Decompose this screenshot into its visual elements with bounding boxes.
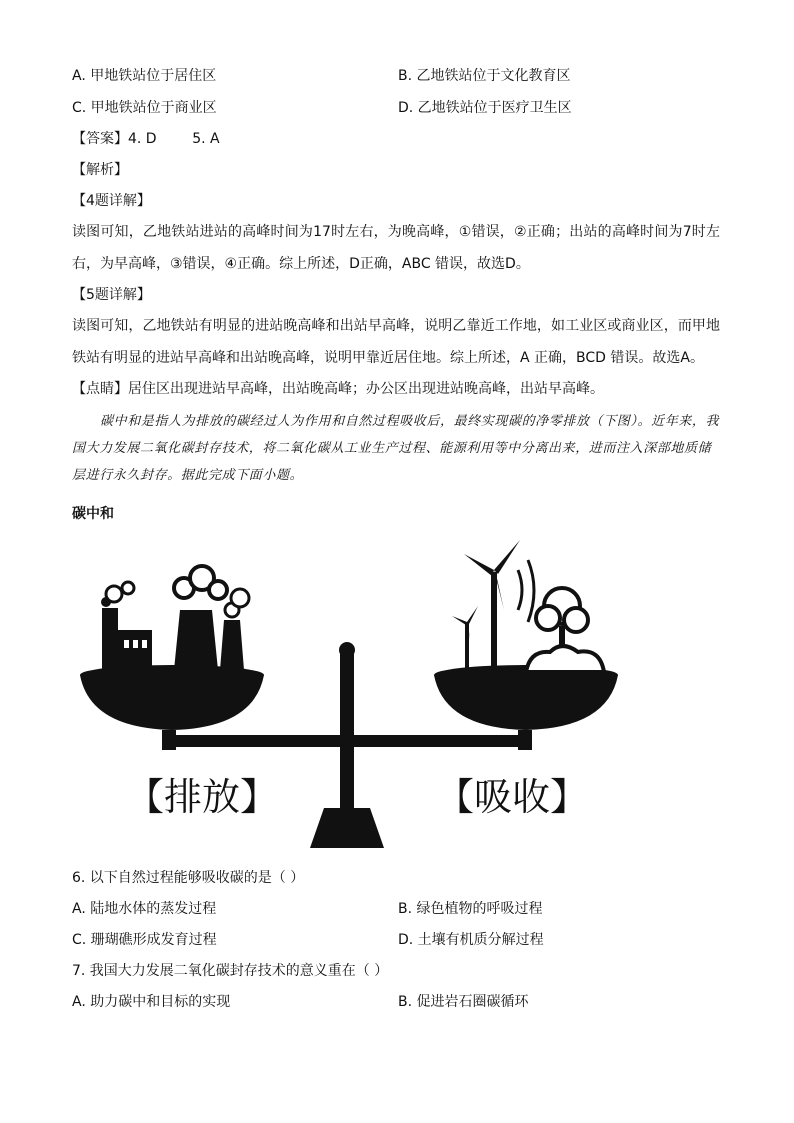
tip-tag: 【点睛】 [72, 381, 128, 397]
reading-passage: 碳中和是指人为排放的碳经过人为作用和自然过程吸收后，最终实现碳的净零排放（下图）。近年来，我国大力发展二氧化碳封存技术，将二氧化碳从工业生产过程、能源利用等中分离出来，进而注入深部地质储层进行永久封存。据此完成下面小题。 [72, 414, 720, 483]
q4-heading: 【4题详解】 [72, 193, 151, 209]
q45-option-a: A. 甲地铁站位于居住区 [72, 68, 217, 84]
scale-pillar-top [339, 642, 355, 658]
q7-option-a: A. 助力碳中和目标的实现 [72, 994, 231, 1010]
tip-line [72, 379, 604, 399]
analysis-tag: 【解析】 [72, 162, 128, 178]
q45-option-d: D. 乙地铁站位于医疗卫生区 [398, 100, 572, 116]
carbon-balance-figure [72, 530, 652, 850]
cooling-tower-icon [174, 566, 227, 670]
tip-text: 居住区出现进站早高峰，出站晚高峰；办公区出现进站晚高峰，出站早高峰。 [128, 381, 604, 397]
q7-stem: 7. 我国大力发展二氧化碳封存技术的意义重在（ ） [72, 963, 389, 979]
wind-turbine-icon [452, 540, 534, 672]
scale-base [310, 808, 384, 848]
answer-line [72, 129, 220, 149]
figure-title: 碳中和 [72, 506, 114, 522]
absorption-label: 【吸收】 [435, 777, 589, 819]
q5-body: 读图可知，乙地铁站有明显的进站晚高峰和出站早高峰，说明乙靠近工作地，如工业区或商业区，而甲地铁站有明显的进站早高峰和出站晚高峰，说明甲靠近居住地。综上所述，A 正确，BCD 错误。故选A。 [72, 318, 720, 366]
answer-text: 4. D 5. A [128, 131, 220, 147]
q5-heading: 【5题详解】 [72, 287, 151, 303]
beam-right-joint [518, 730, 532, 750]
q6-option-b: B. 绿色植物的呼吸过程 [398, 901, 543, 917]
answer-tag: 【答案】 [72, 131, 128, 147]
q4-body: 读图可知，乙地铁站进站的高峰时间为17时左右，为晚高峰，①错误，②正确；出站的高峰时间为7时左右，为早高峰，③错误，④正确。综上所述，D正确，ABC 错误，故选D。 [72, 224, 720, 272]
q7-option-b: B. 促进岩石圈碳循环 [398, 994, 529, 1010]
emission-label: 【排放】 [125, 777, 279, 819]
beam-left-joint [162, 730, 176, 750]
chimney-icon [220, 589, 249, 670]
q6-option-d: D. 土壤有机质分解过程 [398, 932, 544, 948]
q6-option-c: C. 珊瑚礁形成发育过程 [72, 932, 217, 948]
tree-icon [526, 588, 604, 672]
q45-option-c: C. 甲地铁站位于商业区 [72, 100, 217, 116]
q45-option-b: B. 乙地铁站位于文化教育区 [398, 68, 571, 84]
scale-beam [162, 735, 532, 747]
q6-option-a: A. 陆地水体的蒸发过程 [72, 901, 217, 917]
factory-icon [101, 582, 152, 670]
q6-stem: 6. 以下自然过程能够吸收碳的是（ ） [72, 870, 305, 886]
scale-pillar [340, 648, 354, 810]
